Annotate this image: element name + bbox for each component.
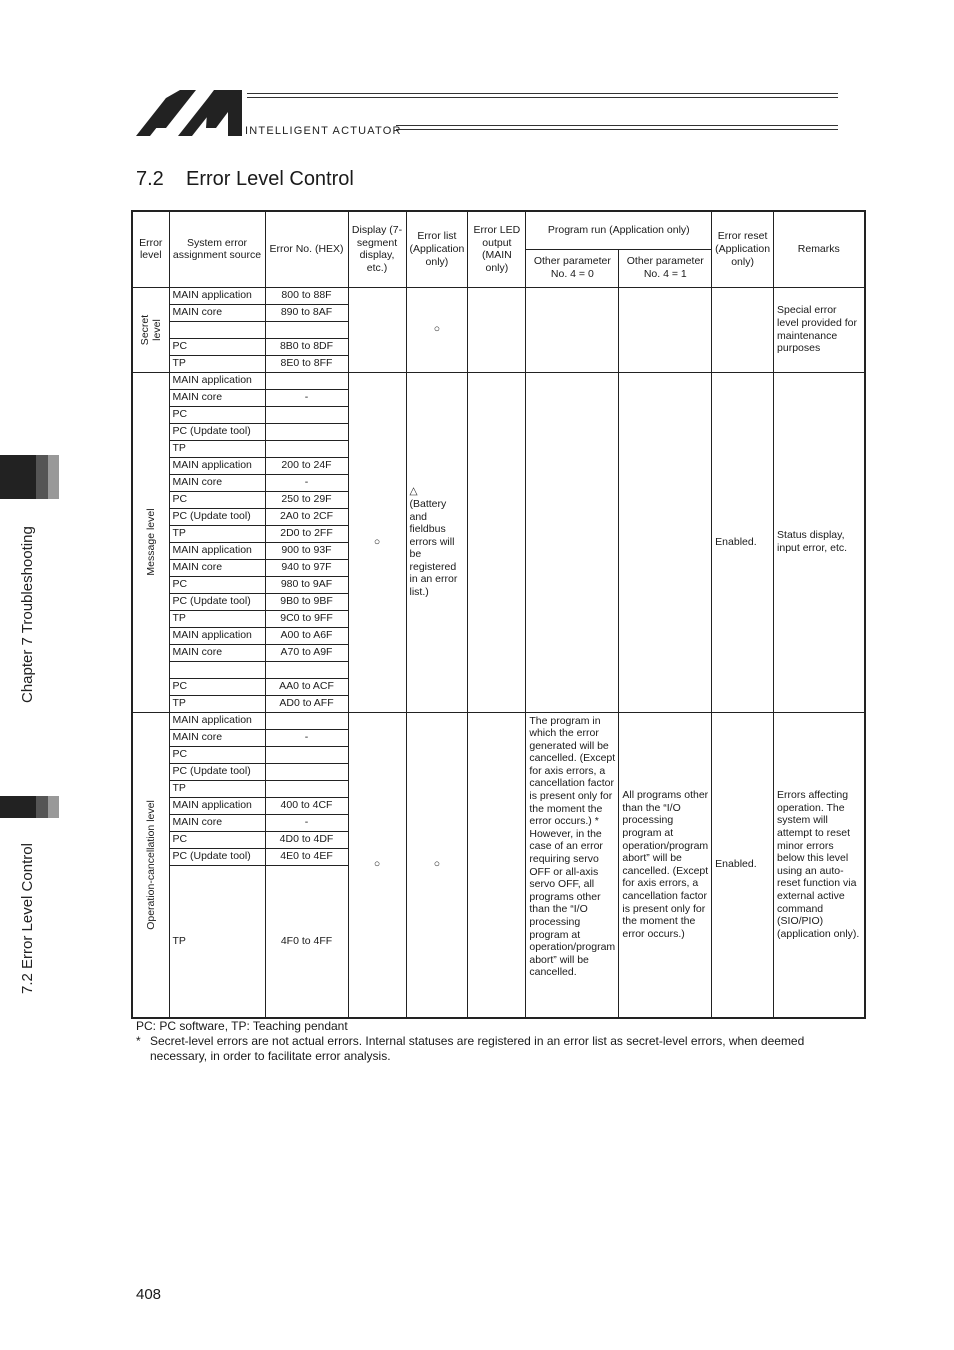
- source-cell: MAIN application: [169, 372, 265, 389]
- error-no-cell: 4E0 to 4EF: [265, 848, 348, 865]
- source-cell: MAIN core: [169, 644, 265, 661]
- error-no-cell: [265, 712, 348, 729]
- error-no-cell: 8E0 to 8FF: [265, 355, 348, 372]
- level-secret: Secret level: [132, 287, 169, 372]
- display-cell: ○: [348, 372, 406, 712]
- led-cell: [468, 712, 526, 1018]
- error-level-table: [131, 210, 866, 1019]
- chapter-tab: [0, 455, 36, 499]
- source-cell: PC: [169, 678, 265, 695]
- header-rule: [247, 97, 838, 98]
- error-no-cell: [265, 372, 348, 389]
- source-cell: MAIN application: [169, 797, 265, 814]
- error-no-cell: 980 to 9AF: [265, 576, 348, 593]
- header-param0: Other parameter No. 4 = 0: [526, 249, 619, 287]
- section-title-text: Error Level Control: [186, 168, 354, 190]
- error-no-cell: [265, 763, 348, 780]
- error-list-note: (Battery and fieldbus errors will be registered in an error list.): [409, 497, 458, 599]
- param0-cell: [526, 372, 619, 712]
- led-cell: [468, 287, 526, 372]
- header-rule: [396, 125, 838, 126]
- error-no-cell: [265, 406, 348, 423]
- brand-name: INTELLIGENT ACTUATOR: [245, 125, 402, 137]
- source-cell: TP: [169, 525, 265, 542]
- error-no-cell: [265, 321, 348, 338]
- error-no-cell: AA0 to ACF: [265, 678, 348, 695]
- error-no-cell: A70 to A9F: [265, 644, 348, 661]
- display-cell: ○: [348, 712, 406, 1018]
- header-reset: Error reset (Application only): [712, 211, 774, 287]
- source-cell: MAIN application: [169, 542, 265, 559]
- error-no-cell: 9C0 to 9FF: [265, 610, 348, 627]
- header-error-level: Error level: [132, 211, 169, 287]
- triangle-symbol: △: [409, 485, 418, 498]
- error-no-cell: 900 to 93F: [265, 542, 348, 559]
- chapter-tab: [48, 455, 59, 499]
- page-title: [136, 168, 354, 191]
- error-no-cell: [265, 423, 348, 440]
- error-list-cell: ○: [406, 712, 468, 1018]
- error-no-cell: 250 to 29F: [265, 491, 348, 508]
- chapter-label: Chapter 7 Troubleshooting: [19, 526, 36, 703]
- error-no-cell: 800 to 88F: [265, 287, 348, 304]
- header-display: Display (7-segment display, etc.): [348, 211, 406, 287]
- source-cell: PC: [169, 491, 265, 508]
- source-cell: [169, 661, 265, 678]
- param0-cell: [526, 287, 619, 372]
- error-no-cell: 4D0 to 4DF: [265, 831, 348, 848]
- section-label: 7.2 Error Level Control: [19, 843, 36, 994]
- header-rule: [396, 129, 838, 130]
- source-cell: PC: [169, 576, 265, 593]
- display-cell: [348, 287, 406, 372]
- source-cell: PC (Update tool): [169, 763, 265, 780]
- source-cell: MAIN application: [169, 627, 265, 644]
- error-no-cell: 400 to 4CF: [265, 797, 348, 814]
- led-cell: [468, 372, 526, 712]
- header-param1: Other parameter No. 4 = 1: [619, 249, 712, 287]
- footnotes: [136, 1019, 826, 1064]
- source-cell: MAIN application: [169, 712, 265, 729]
- level-message: Message level: [132, 372, 169, 712]
- error-list-cell: [406, 372, 468, 712]
- error-no-cell: [265, 780, 348, 797]
- error-no-cell: 2A0 to 2CF: [265, 508, 348, 525]
- source-cell: PC (Update tool): [169, 423, 265, 440]
- header-error-no: Error No. (HEX): [265, 211, 348, 287]
- source-cell: PC: [169, 406, 265, 423]
- error-no-cell: 200 to 24F: [265, 457, 348, 474]
- error-list-cell: ○: [406, 287, 468, 372]
- source-cell: PC: [169, 746, 265, 763]
- source-cell: MAIN core: [169, 474, 265, 491]
- source-cell: MAIN application: [169, 457, 265, 474]
- legend-note: PC: PC software, TP: Teaching pendant: [136, 1019, 348, 1033]
- error-no-cell: -: [265, 729, 348, 746]
- error-no-cell: AD0 to AFF: [265, 695, 348, 712]
- source-cell: MAIN core: [169, 304, 265, 321]
- error-no-cell: [265, 661, 348, 678]
- source-cell: TP: [169, 780, 265, 797]
- param0-cell: The program in which the error generated will be cancelled. (Except for axis errors, a cancellation factor is present only for the moment the error occurs.) * However, in the case of an error requiring servo OFF or all-axis servo OFF, all programs other than the “I/O processing program at operation/program abort” will be cancelled.: [526, 712, 619, 1018]
- remarks-cell: Status display, input error, etc.: [774, 372, 865, 712]
- secret-level-note: Secret-level errors are not actual errors. Internal statuses are registered in an error list as secret-level errors, when deemed necessary, in order to facilitate error analysis.: [150, 1034, 805, 1063]
- reset-cell: [712, 287, 774, 372]
- source-cell: TP: [169, 355, 265, 372]
- page-number: 408: [136, 1286, 162, 1303]
- section-tab: [36, 796, 48, 818]
- source-cell: TP: [169, 695, 265, 712]
- reset-cell: Enabled.: [712, 712, 774, 1018]
- header-source: System error assignment source: [169, 211, 265, 287]
- header-remarks: Remarks: [774, 211, 865, 287]
- error-no-cell: [265, 440, 348, 457]
- section-tab: [0, 796, 36, 818]
- source-cell: MAIN core: [169, 389, 265, 406]
- error-no-cell: [265, 746, 348, 763]
- section-tab: [48, 796, 59, 818]
- source-cell: PC (Update tool): [169, 508, 265, 525]
- error-no-cell: 8B0 to 8DF: [265, 338, 348, 355]
- header-led: Error LED output (MAIN only): [468, 211, 526, 287]
- footnote-marker: *: [136, 1034, 141, 1048]
- company-logo: [136, 90, 242, 136]
- error-no-cell: -: [265, 474, 348, 491]
- header-rule: [247, 93, 838, 94]
- param1-cell: [619, 287, 712, 372]
- source-cell: MAIN core: [169, 814, 265, 831]
- param1-cell: All programs other than the “I/O processing program at operation/program abort” will be cancelled. (Except for axis errors, a cancellation factor is present only for the moment the error occurs.): [619, 712, 712, 1018]
- source-cell: MAIN application: [169, 287, 265, 304]
- remarks-cell: Special error level provided for maintenance purposes: [774, 287, 865, 372]
- reset-cell: Enabled.: [712, 372, 774, 712]
- error-no-cell: -: [265, 389, 348, 406]
- level-operation-cancellation: Operation-cancellation level: [132, 712, 169, 1018]
- source-cell: [169, 321, 265, 338]
- source-cell: TP: [169, 865, 265, 1018]
- source-cell: MAIN core: [169, 559, 265, 576]
- source-cell: TP: [169, 440, 265, 457]
- source-cell: TP: [169, 610, 265, 627]
- source-cell: PC (Update tool): [169, 848, 265, 865]
- error-no-cell: -: [265, 814, 348, 831]
- header-error-list: Error list (Application only): [406, 211, 468, 287]
- error-no-cell: 9B0 to 9BF: [265, 593, 348, 610]
- chapter-tab: [36, 455, 48, 499]
- error-no-cell: 2D0 to 2FF: [265, 525, 348, 542]
- source-cell: PC (Update tool): [169, 593, 265, 610]
- error-no-cell: A00 to A6F: [265, 627, 348, 644]
- error-no-cell: 890 to 8AF: [265, 304, 348, 321]
- remarks-cell: Errors affecting operation. The system will attempt to reset minor errors below this level using an auto-reset function via external active command (SIO/PIO) (application only).: [774, 712, 865, 1018]
- header-program-run: Program run (Application only): [526, 211, 712, 249]
- section-number: 7.2: [136, 168, 164, 190]
- source-cell: PC: [169, 338, 265, 355]
- error-no-cell: 4F0 to 4FF: [265, 865, 348, 1018]
- error-no-cell: 940 to 97F: [265, 559, 348, 576]
- source-cell: PC: [169, 831, 265, 848]
- param1-cell: [619, 372, 712, 712]
- source-cell: MAIN core: [169, 729, 265, 746]
